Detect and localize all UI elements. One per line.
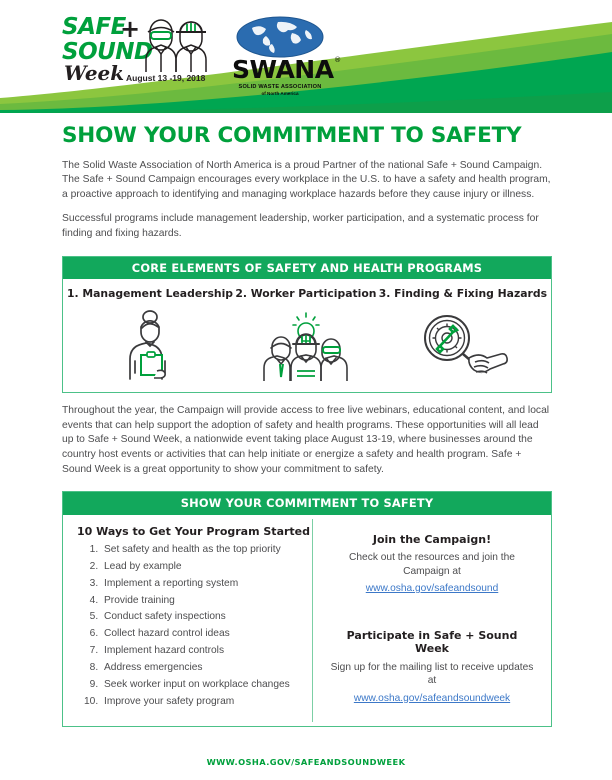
cta-panel [313,515,551,726]
registered-mark-icon: ® [334,56,341,64]
logo-word-safe: SAFE [62,14,126,40]
join-campaign-text: Check out the resources and join the Campaign at [349,552,515,577]
swana-subtitle-line2: of North America [261,91,299,97]
header-logo-group [62,14,341,97]
participate-link[interactable]: www.osha.gov/safeandsoundweek [353,692,511,704]
two-workers-icon [140,16,210,74]
core-elements-columns [63,279,551,392]
join-campaign-link[interactable]: www.osha.gov/safeandsound [365,583,499,595]
logo-word-week: Week [64,61,125,85]
core-element-title: 2. Worker Participation [235,287,377,301]
list-item: 9. Seek worker input on workplace changes [101,680,312,690]
intro-paragraph-1: The Solid Waste Association of North America is a proud Partner of the national Safe + Sound Campaign. The Safe + Sound Campaign encourages every workplace in the U.S. to have a safety and health program, a proactive approach to identifying and managing workplace hazards before they cause injury or illness. [62,159,551,200]
core-element-title: 3. Finding & Fixing Hazards [378,287,547,301]
core-elements-header: CORE ELEMENTS OF SAFETY AND HEALTH PROGRAMS [63,257,551,280]
commitment-header: SHOW YOUR COMMITMENT TO SAFETY [63,492,551,515]
ways-list-panel [63,515,312,726]
core-element-title: 1. Management Leadership [67,287,234,301]
swana-subtitle-line1: SOLID WASTE ASSOCIATION [238,84,322,90]
ways-list-heading: 10 Ways to Get Your Program Started [77,524,311,538]
ways-list [77,545,312,707]
globe-icon [236,16,324,58]
core-element-column [379,287,547,382]
swana-name-text: SWANA [232,55,334,84]
core-element-column [67,287,233,382]
page-footer [0,752,612,770]
manager-with-clipboard-icon [67,308,233,382]
list-item: 8. Address emergencies [101,663,312,673]
list-item: 6. Collect hazard control ideas [101,629,312,639]
commitment-columns [63,515,551,726]
logo-word-sound: SOUND [62,39,153,65]
participate-text: Sign up for the mailing list to receive updates at [330,661,534,687]
logo-plus-sign: + [120,15,141,43]
logo-date-text: August 13 -19, 2018 [126,73,206,83]
list-item: 1. Set safety and health as the top priority [101,545,312,555]
workers-with-lightbulb-icon [233,308,379,382]
intro-paragraph-2: Successful programs include management leadership, worker participation, and a systematic process for finding and fixing hazards. [62,213,539,240]
list-item: 10. Improve your safety program [101,697,312,707]
list-item: 5. Conduct safety inspections [101,612,312,622]
core-element-column [233,287,379,382]
participate-title: Participate in Safe + Sound Week [346,629,518,656]
list-item: 2. Lead by example [101,562,312,572]
page-content [0,113,612,727]
list-item: 4. Provide training [101,596,312,606]
commitment-box [62,491,552,726]
page-title: SHOW YOUR COMMITMENT TO SAFETY [62,123,522,148]
list-item: 7. Implement hazard controls [101,646,312,656]
swana-logo [232,16,341,97]
core-elements-box [62,256,552,394]
safe-sound-week-logo [62,16,214,88]
page-header [0,0,612,113]
join-campaign-title: Join the Campaign! [372,532,492,546]
magnifying-glass-gear-icon [379,308,547,382]
list-item: 3. Implement a reporting system [101,579,312,589]
footer-url[interactable]: WWW.OSHA.GOV/SAFEANDSOUNDWEEK [206,757,406,767]
swana-wordmark [232,55,341,84]
campaign-paragraph: Throughout the year, the Campaign will provide access to free live webinars, educational content, and local events that can help support the adoption of safety and health programs. These opportunities will all lead up to Safe + Sound Week, a nationwide event taking place August 13-19, where businesses around the country host events or activities that can help initiate or energize a safety and health program. Safe + Sound Week is a great opportunity to show your commitment to safety. [62,405,550,475]
